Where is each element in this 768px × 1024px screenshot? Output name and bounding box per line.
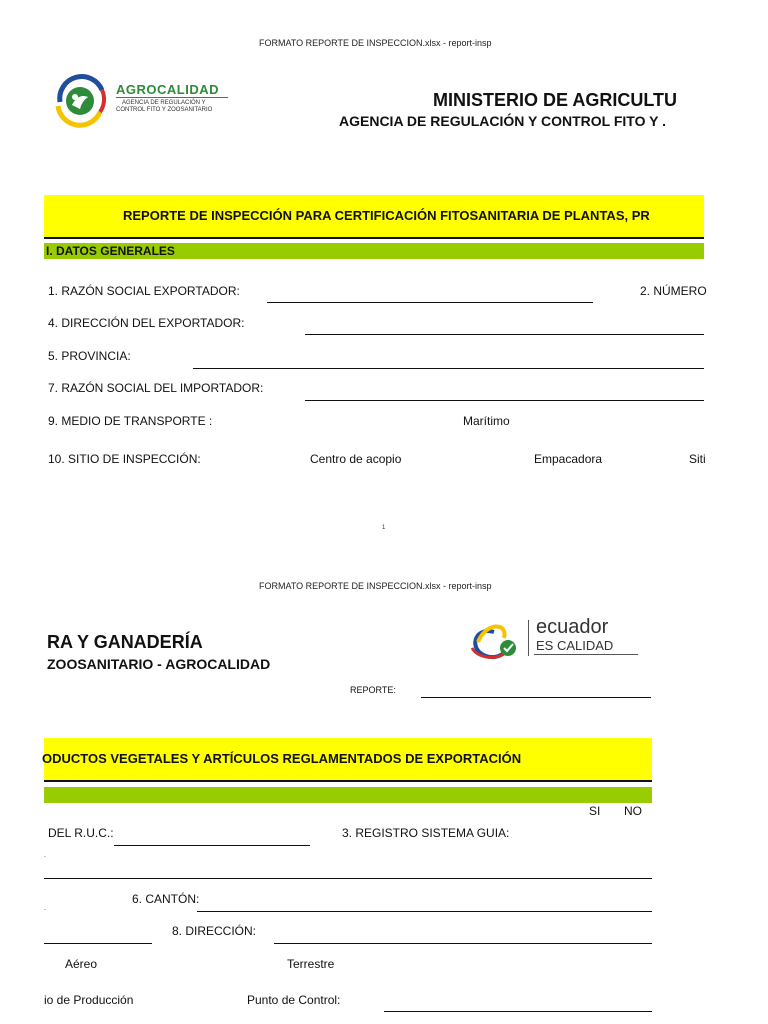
input-ruc[interactable] — [114, 845, 310, 846]
input-canton[interactable] — [197, 911, 652, 912]
input-reporte[interactable] — [421, 697, 651, 698]
option-centro-acopio[interactable]: Centro de acopio — [310, 452, 402, 466]
field-sitio-inspeccion: 10. SITIO DE INSPECCIÓN: — [48, 452, 201, 466]
input-provincia[interactable] — [193, 368, 704, 369]
field-medio-transporte: 9. MEDIO DE TRANSPORTE : — [48, 414, 213, 428]
file-header: FORMATO REPORTE DE INSPECCION.xlsx - report-insp — [259, 38, 492, 48]
field-direccion: 8. DIRECCIÓN: — [172, 924, 257, 938]
option-sitio[interactable]: Siti — [689, 452, 706, 466]
agency-title-continued: ZOOSANITARIO - AGROCALIDAD — [47, 656, 271, 672]
report-title-continued: ODUCTOS VEGETALES Y ARTÍCULOS REGLAMENTADOS DE EXPORTACIÓN — [42, 751, 522, 766]
ecuador-word: ecuador — [536, 616, 609, 638]
field-ruc: DEL R.U.C.: — [48, 826, 114, 840]
input-direccion-exportador[interactable] — [305, 334, 704, 335]
option-sitio-produccion[interactable]: io de Producción — [44, 993, 134, 1007]
section-bar-2 — [44, 787, 652, 803]
agrocalidad-subtitle-2: CONTROL FITO Y ZOOSANITARIO — [116, 107, 213, 113]
file-header-2: FORMATO REPORTE DE INSPECCION.xlsx - report-insp — [259, 581, 492, 591]
option-empacadora[interactable]: Empacadora — [534, 452, 603, 466]
field-registro-sistema-guia: 3. REGISTRO SISTEMA GUIA: — [342, 826, 510, 840]
input-importador-continued[interactable] — [44, 943, 152, 944]
input-direccion-exportador-continued[interactable] — [44, 878, 652, 879]
agency-title: AGENCIA DE REGULACIÓN Y CONTROL FITO Y . — [339, 113, 666, 129]
field-provincia: 5. PROVINCIA: — [48, 349, 131, 363]
field-direccion-exportador: 4. DIRECCIÓN DEL EXPORTADOR: — [48, 316, 245, 330]
ministry-title: MINISTERIO DE AGRICULTU — [433, 90, 677, 110]
input-direccion[interactable] — [274, 943, 652, 944]
agrocalidad-subtitle-1: AGENCIA DE REGULACIÓN Y — [122, 100, 206, 106]
reporte-label: REPORTE: — [350, 685, 396, 695]
field-canton: 6. CANTÓN: — [132, 892, 200, 906]
field-razon-social-exportador: 1. RAZÓN SOCIAL EXPORTADOR: — [48, 284, 240, 298]
option-maritimo[interactable]: Marítimo — [463, 414, 510, 428]
page-number: 1 — [382, 525, 386, 531]
ecuador-es-calidad-logo — [464, 612, 644, 664]
input-razon-social-importador[interactable] — [305, 400, 704, 401]
no-header: NO — [624, 804, 642, 818]
input-razon-social-exportador[interactable] — [267, 302, 593, 303]
si-header: SI — [589, 804, 601, 818]
ministry-title-continued: RA Y GANADERÍA — [47, 632, 203, 652]
section-title: I. DATOS GENERALES — [46, 244, 175, 258]
agrocalidad-name: AGROCALIDAD — [116, 82, 219, 97]
option-punto-control[interactable]: Punto de Control: — [247, 993, 341, 1007]
option-terrestre[interactable]: Terrestre — [287, 957, 335, 971]
field-razon-social-importador: 7. RAZÓN SOCIAL DEL IMPORTADOR: — [48, 381, 264, 395]
field-numero: 2. NÚMERO — [640, 284, 707, 298]
ecuador-emblem-icon — [464, 612, 524, 662]
input-punto-control[interactable] — [384, 1011, 652, 1012]
report-title: REPORTE DE INSPECCIÓN PARA CERTIFICACIÓN FITOSANITARIA DE PLANTAS, PR — [123, 208, 650, 223]
es-calidad-word: ES CALIDAD — [536, 638, 614, 653]
option-aereo[interactable]: Aéreo — [65, 957, 98, 971]
